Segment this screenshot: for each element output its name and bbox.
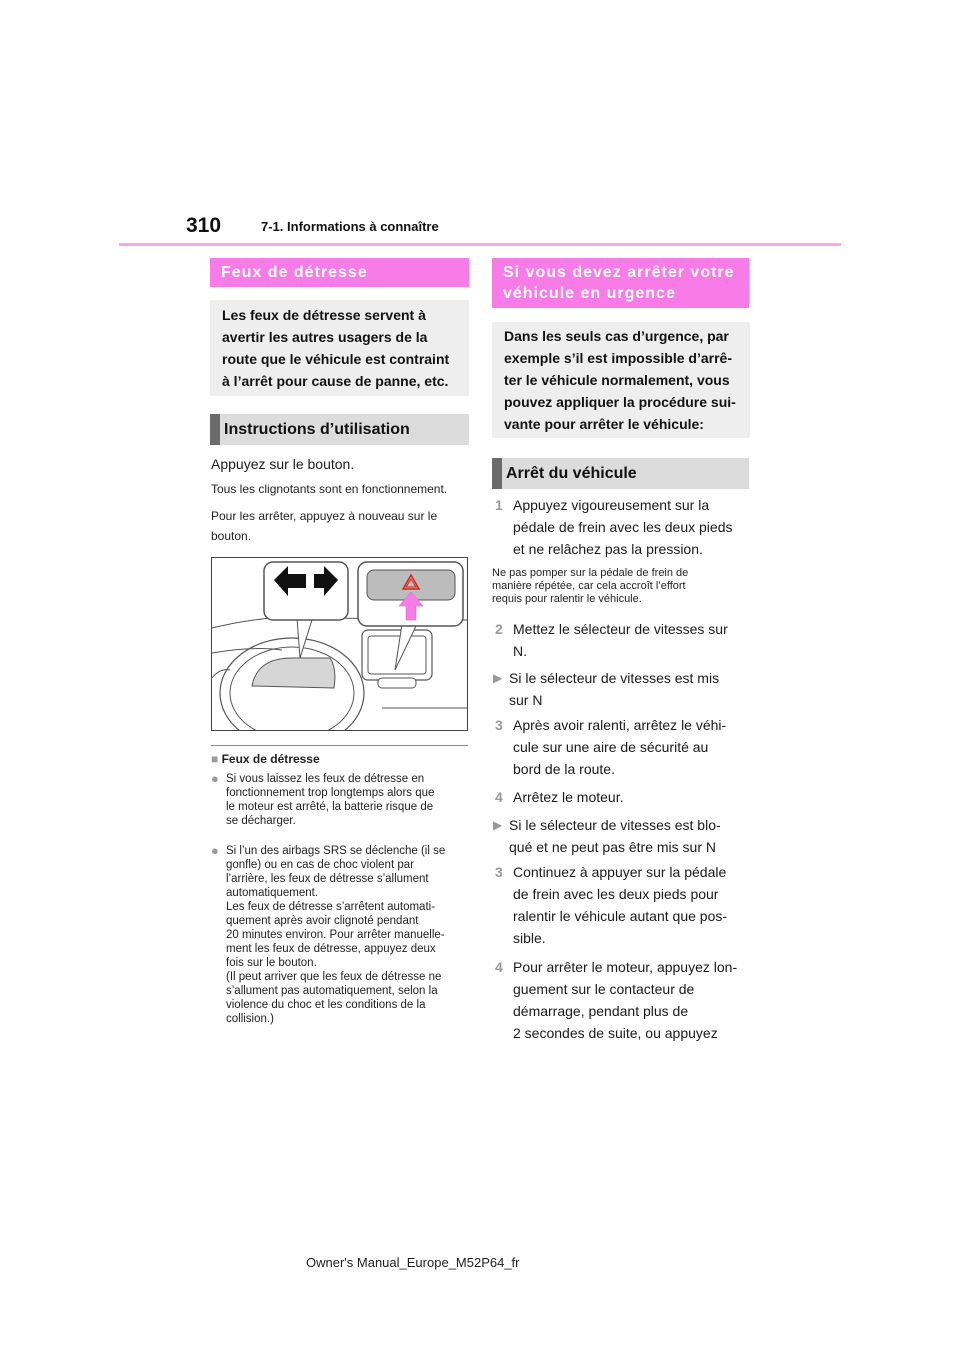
step-3a [495,714,727,780]
circle-bullet-icon: ● [211,771,219,786]
step-number: 4 [495,959,503,975]
press-button-text: Appuyez sur le bouton. [211,456,355,472]
step-number: 1 [495,497,503,513]
step-line: Appuyez vigoureusement sur la [513,497,710,513]
condition-line: Si le sélecteur de vitesses est blo- [509,817,721,833]
intro-line: pouvez appliquer la procédure sui- [504,394,736,410]
vehicle-stop-heading [492,458,749,489]
instructions-heading [210,414,469,445]
note-line: Les feux de détresse s’arrêtent automati- [226,901,436,913]
step-line: et ne relâchez pas la pression. [513,541,703,557]
intro-line: route que le véhicule est contraint [222,351,450,367]
step-1-note [492,567,688,606]
note-line: (Il peut arriver que les feux de détresse ne [226,971,442,983]
note-item-2 [211,844,471,1026]
step-line: sible. [513,930,546,946]
square-bullet-icon: ■ [211,752,219,766]
step-line: Mettez le sélecteur de vitesses sur [513,621,728,637]
condition-neutral-blocked [493,814,721,858]
note-heading-label: Feux de détresse [221,752,320,766]
step-2 [495,618,728,662]
note-line: manière répétée, car cela accroît l’effort [492,580,686,592]
condition-neutral-ok [493,667,720,711]
emergency-title-line: véhicule en urgence [503,285,676,302]
step-line: N. [513,643,527,659]
step-3b [495,861,728,949]
step-line: pédale de frein avec les deux pieds [513,519,733,535]
step-4a [495,786,624,808]
step-4b [495,956,738,1044]
note-line: fois sur le bouton. [226,957,317,969]
note-line: le moteur est arrêté, la batterie risque de [226,801,434,813]
intro-line: Les feux de détresse servent à [222,307,426,323]
intro-line: ter le véhicule normalement, vous [504,372,730,388]
emergency-intro-box [492,322,750,438]
intro-line: à l’arrêt pour cause de panne, etc. [222,373,449,389]
step-line: ralentir le véhicule autant que pos- [513,908,728,924]
to-stop-line: Pour les arrêter, appuyez à nouveau sur le [211,509,438,523]
note-line: Si vous laissez les feux de détresse en [226,773,425,785]
triangle-arrow-icon: ▶ [493,671,503,685]
emergency-title-line: Si vous devez arrêter votre [503,264,735,281]
note-line: quement après avoir clignoté pendant [226,915,419,927]
note-line: collision.) [226,1013,274,1025]
condition-line: Si le sélecteur de vitesses est mis [509,670,720,686]
note-line: se décharger. [226,815,296,827]
condition-line: qué et ne peut pas être mis sur N [509,839,716,855]
step-line: de frein avec les deux pieds pour [513,886,719,902]
note-line: violence du choc et les conditions de la [226,999,426,1011]
note-divider [211,745,468,746]
step-number: 3 [495,717,503,733]
step-line: démarrage, pendant plus de [513,1003,689,1019]
note-line: Si l’un des airbags SRS se déclenche (il se [226,845,446,857]
note-heading [211,752,320,766]
section-title-emergency-stop [492,258,749,308]
note-line: gonfle) ou en cas de choc violent par [226,859,414,871]
section-title-hazard-lights: Feux de détresse [210,258,469,287]
note-line: ment les feux de détresse, appuyez deux [226,943,436,955]
step-1 [495,494,733,560]
step-line: Arrêtez le moteur. [513,789,624,805]
condition-line: sur N [509,692,543,708]
intro-line: avertir les autres usagers de la [222,329,428,345]
triangle-arrow-icon: ▶ [493,818,503,832]
step-line: cule sur une aire de sécurité au [513,739,709,755]
dashboard-drawing [212,558,467,730]
note-line: s’allument pas automatiquement, selon la [226,985,438,997]
circle-bullet-icon: ● [211,843,219,858]
note-item-1 [211,772,471,828]
step-line: 2 secondes de suite, ou appuyez [513,1025,718,1041]
hazard-button-illustration [211,557,468,731]
note-line: Ne pas pomper sur la pédale de frein de [492,567,689,579]
footer-manual-id: Owner's Manual_Europe_M52P64_fr [306,1255,520,1270]
intro-line: Dans les seuls cas d’urgence, par [504,328,729,344]
step-number: 2 [495,621,503,637]
step-line: Continuez à appuyer sur la pédale [513,864,727,880]
note-line: fonctionnement trop longtemps alors que [226,787,435,799]
header-rule [119,243,841,246]
step-number: 3 [495,864,503,880]
step-line: Pour arrêter le moteur, appuyez lon- [513,959,738,975]
to-stop-text [211,506,437,546]
hazard-intro-box [210,300,469,396]
step-line: Après avoir ralenti, arrêtez le véhi- [513,717,727,733]
step-number: 4 [495,789,503,805]
note-line: 20 minutes environ. Pour arrêter manuelle- [226,929,445,941]
note-line: requis pour ralentir le véhicule. [492,593,642,605]
chapter-title: 7-1. Informations à connaître [261,219,439,234]
step-line: bord de la route. [513,761,615,777]
all-indicators-text: Tous les clignotants sont en fonctionnement. [211,482,448,496]
step-line: guement sur le contacteur de [513,981,695,997]
intro-line: exemple s’il est impossible d’arrê- [504,350,732,366]
note-line: l’arrière, les feux de détresse s’allument [226,873,429,885]
intro-line: vante pour arrêter le véhicule: [504,416,704,432]
page-number: 310 [186,214,222,237]
note-line: automatiquement. [226,887,319,899]
to-stop-line: bouton. [211,529,252,543]
instructions-heading-label: Instructions d’utilisation [224,420,410,438]
vehicle-stop-heading-label: Arrêt du véhicule [506,464,637,482]
